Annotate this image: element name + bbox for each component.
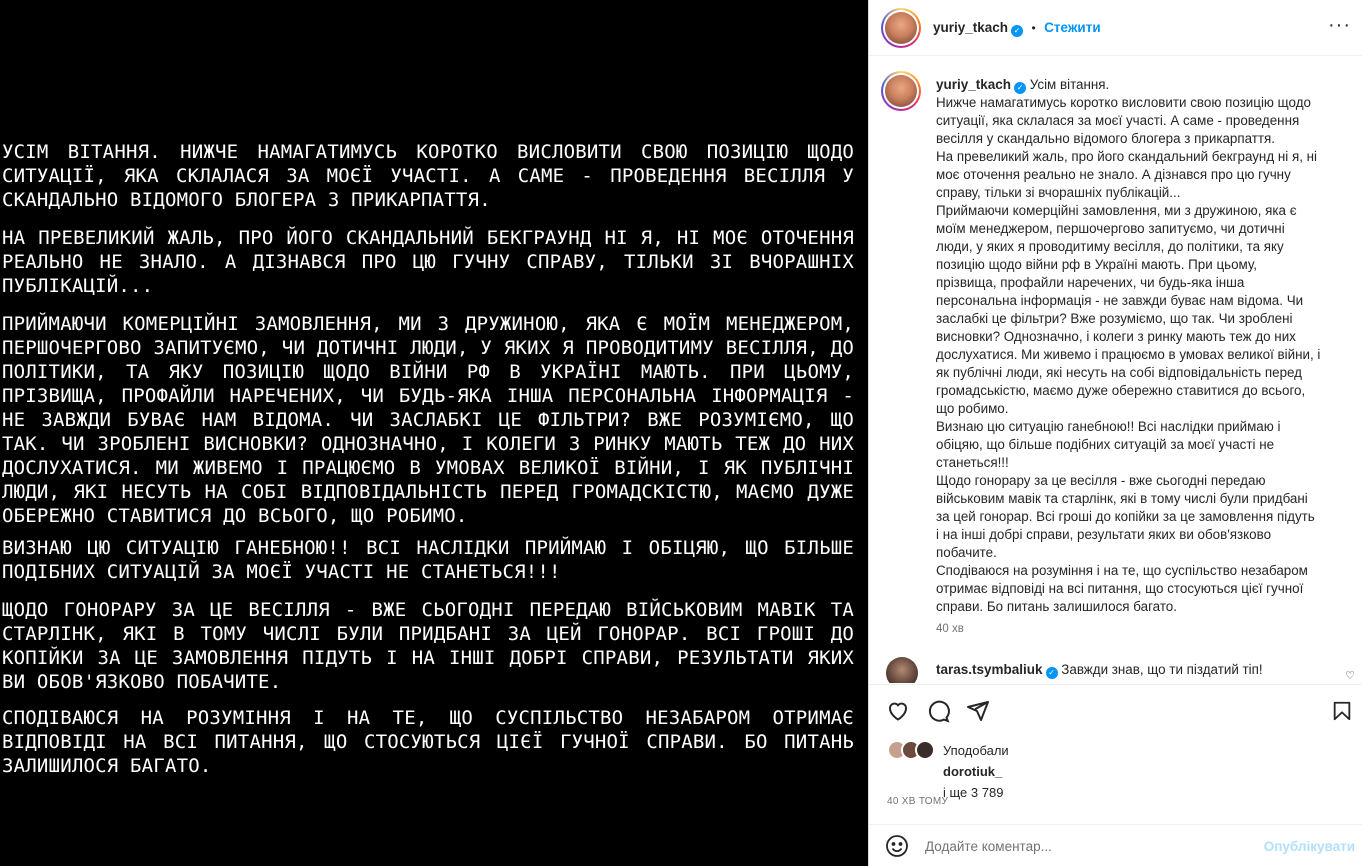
emoji-icon[interactable]	[885, 834, 909, 863]
add-comment-bar	[869, 824, 1362, 866]
likes-user[interactable]: dorotiuk_	[943, 764, 1003, 779]
caption-line: громадськістю, маємо дуже обережно ставитися до всього,	[936, 383, 1306, 398]
caption-line: Визнаю цю ситуацію ганебною!! Всі наслідки приймаю і	[936, 419, 1281, 434]
follow-button[interactable]: Стежити	[1044, 20, 1101, 35]
comment-like-heart-icon[interactable]: ♡	[1345, 670, 1355, 682]
caption-line: за цей гонорар. Всі гроші до копійки за це замовлення підуть	[936, 509, 1315, 524]
caption-line: обіцяю, що більше подібних ситуацій за моєї участі не	[936, 437, 1275, 452]
caption-line: Щодо гонорару за це весілля - вже сьогодні передаю	[936, 473, 1266, 488]
post-image-paragraph: УСІМ ВІТАННЯ. НИЖЧЕ НАМАГАТИМУСЬ КОРОТКО ВИСЛОВИТИ СВОЮ ПОЗИЦІЮ ЩОДО СИТУАЦІЇ, ЯКА СКЛАЛАСЯ ЗА МОЄЇ УЧАСТІ. А САМЕ - ПРОВЕДЕННЯ ВЕСІЛЛЯ У СКАНДАЛЬНО ВІДОМОГО БЛОГЕРА З ПРИКАРПАТТЯ.	[2, 141, 854, 211]
caption-line: станеться!!!	[936, 455, 1009, 470]
comment-icon[interactable]	[925, 699, 951, 728]
comment-input[interactable]	[925, 835, 1245, 857]
caption-line: позицію щодо війни рф в Україні мають. При цьому,	[936, 257, 1257, 272]
caption-line: отримає відповіді на всі питання, що стосуються цієї гучної	[936, 581, 1304, 596]
caption-line: Нижче намагатимусь коротко висловити свою позицію щодо	[936, 95, 1311, 110]
caption-line: справи. Бо питань залишилося багато.	[936, 599, 1177, 614]
likes-more[interactable]: і ще 3 789	[943, 785, 1004, 800]
caption-line: прізвища, профайли наречених, чи будь-яка інша	[936, 275, 1245, 290]
caption	[936, 76, 1341, 616]
caption-line: Сподіваюся на розуміння і на те, що суспільство незабаром	[936, 563, 1308, 578]
caption-line: На превеликий жаль, про його скандальний бекграунд ні я, ні	[936, 149, 1318, 164]
avatar	[915, 740, 935, 760]
likes-text	[943, 740, 1009, 803]
avatar[interactable]	[886, 657, 918, 683]
caption-avatar-ring[interactable]	[881, 71, 921, 111]
caption-username[interactable]: yuriy_tkach	[936, 77, 1012, 92]
caption-line: військовим мавік та старлінк, які в тому числі були придбані	[936, 491, 1308, 506]
caption-line: ситуації, яка склалася за моєї участі. А саме - проведення	[936, 113, 1300, 128]
verified-badge-icon: ✓	[1014, 82, 1026, 94]
share-icon[interactable]	[965, 699, 991, 728]
comment-body	[936, 662, 1263, 679]
verified-badge-icon: ✓	[1011, 25, 1023, 37]
author-username[interactable]: yuriy_tkach	[933, 20, 1009, 35]
caption-body	[936, 94, 1341, 616]
action-bar	[869, 684, 1362, 738]
caption-line: люди, у яких я проводитиму весілля, до політики, та яку	[936, 239, 1284, 254]
likes-label: Уподобали	[943, 743, 1009, 758]
separator-dot: •	[1031, 21, 1036, 35]
post-image-paragraph: ВИЗНАЮ ЦЮ СИТУАЦІЮ ГАНЕБНОЮ!! ВСІ НАСЛІДКИ ПРИЙМАЮ І ОБІЦЯЮ, ЩО БІЛЬШЕ ПОДІБНИХ СИТУАЦІЙ ЗА МОЄЇ УЧАСТІ НЕ СТАНЕТЬСЯ!!!	[2, 537, 854, 583]
comment-username[interactable]: taras.tsymbaliuk	[936, 662, 1043, 677]
caption-line: моє оточення реально не знало. А дізнався про цю гучну	[936, 167, 1291, 182]
publish-button[interactable]: Опублікувати	[1263, 839, 1355, 854]
caption-line: персональна інформація - не завжди буває нам відома. Чи	[936, 293, 1304, 308]
caption-greeting: Усім вітання.	[1029, 77, 1110, 92]
heart-icon[interactable]	[885, 699, 911, 728]
caption-line: дослухатися. Ми живемо і працюємо в умовах великої війни, і	[936, 347, 1321, 362]
caption-line: висновки? Однозначно, і колеги з ринку мають теж до них	[936, 329, 1296, 344]
caption-time[interactable]: 40 хв	[936, 623, 964, 635]
comments-area	[869, 57, 1362, 683]
author-avatar-ring[interactable]	[881, 8, 921, 48]
caption-line: як публічні люди, які несуть на собі відповідальність перед	[936, 365, 1302, 380]
caption-line: заслабкі це фільтри? Вже розуміємо, що так. Чи зроблені	[936, 311, 1293, 326]
caption-line: і на інші добрі справи, результати яких ви обов'язково	[936, 527, 1272, 542]
caption-line: весілля у скандально відомого блогера з прикарпаття.	[936, 131, 1276, 146]
caption-first-line	[936, 76, 1341, 94]
caption-line: моїм менеджером, першочергово запитуємо, чи дотичні	[936, 221, 1285, 236]
avatar	[885, 75, 917, 107]
avatar	[885, 12, 917, 44]
post-image-paragraph: СПОДІВАЮСЯ НА РОЗУМІННЯ І НА ТЕ, ЩО СУСПІЛЬСТВО НЕЗАБАРОМ ОТРИМАЄ ВІДПОВІДІ НА ВСІ ПИТАННЯ, ЩО СТОСУЮТЬСЯ ЦІЄЇ ГУЧНОЇ СПРАВИ. БО ПИТАНЬ ЗАЛИШИЛОСЯ БАГАТО.	[2, 707, 854, 777]
more-horizontal-icon[interactable]: ···	[1328, 14, 1351, 36]
post-side-panel	[868, 0, 1362, 866]
verified-badge-icon: ✓	[1046, 667, 1058, 679]
post-header	[869, 0, 1362, 56]
post-image-paragraph: ЩОДО ГОНОРАРУ ЗА ЦЕ ВЕСІЛЛЯ - ВЖЕ СЬОГОДНІ ПЕРЕДАЮ ВІЙСЬКОВИМ МАВІК ТА СТАРЛІНК, ЯКІ В ТОМУ ЧИСЛІ БУЛИ ПРИДБАНІ ЗА ЦЕЙ ГОНОРАР. ВСІ ГРОШІ ДО КОПІЙКИ ЗА ЦЕ ЗАМОВЛЕННЯ ПІДУТЬ І НА ІНШІ ДОБРІ СПРАВИ, РЕЗУЛЬТАТИ ЯКИХ ВИ ОБОВ'ЯЗКОВО ПОБАЧИТЕ.	[2, 599, 854, 693]
header-user	[933, 19, 1101, 37]
post-date[interactable]: 40 ХВ ТОМУ	[887, 796, 949, 807]
caption-line: Приймаючи комерційні замовлення, ми з дружиною, яка є	[936, 203, 1297, 218]
post-image-paragraph: НА ПРЕВЕЛИКИЙ ЖАЛЬ, ПРО ЙОГО СКАНДАЛЬНИЙ БЕКГРАУНД НІ Я, НІ МОЄ ОТОЧЕННЯ РЕАЛЬНО НЕ ЗНАЛО. А ДІЗНАВСЯ ПРО ЦЮ ГУЧНУ СПРАВУ, ТІЛЬКИ ЗІ ВЧОРАШНІХ ПУБЛІКАЦІЙ...	[2, 227, 854, 297]
caption-line: що робимо.	[936, 401, 1009, 416]
caption-line: справу, тільки зі вчорашніх публікацій...	[936, 185, 1181, 200]
bookmark-icon[interactable]	[1331, 699, 1353, 728]
comment-text: Завжди знав, що ти піздатий тіп!	[1061, 662, 1263, 677]
caption-line: побачите.	[936, 545, 997, 560]
post-image-paragraph: ПРИЙМАЮЧИ КОМЕРЦІЙНІ ЗАМОВЛЕННЯ, МИ З ДРУЖИНОЮ, ЯКА Є МОЇМ МЕНЕДЖЕРОМ, ПЕРШОЧЕРГОВО ЗАПИТУЄМО, ЧИ ДОТИЧНІ ЛЮДИ, У ЯКИХ Я ПРОВОДИТИМУ ВЕСІЛЛЯ, ДО ПОЛІТИКИ, ТА ЯКУ ПОЗИЦІЮ ЩОДО ВІЙНИ РФ В УКРАЇНІ МАЮТЬ. ПРИ ЦЬОМУ, ПРІЗВИЩА, ПРОФАЙЛИ НАРЕЧЕНИХ, ЧИ БУДЬ-ЯКА ІНША ПЕРСОНАЛЬНА ІНФОРМАЦІЯ - НЕ ЗАВЖДИ БУВАЄ НАМ ВІДОМА. ЧИ ЗАСЛАБКІ ЦЕ ФІЛЬТРИ? ВЖЕ РОЗУМІЄМО, ЩО ТАК. ЧИ ЗРОБЛЕНІ ВИСНОВКИ? ОДНОЗНАЧНО, І КОЛЕГИ З РИНКУ МАЮТЬ ТЕЖ ДО НИХ ДОСЛУХАТИСЯ. МИ ЖИВЕМО І ПРАЦЮЄМО В УМОВАХ ВЕЛИКОЇ ВІЙНИ, І ЯК ПУБЛІЧНІ ЛЮДИ, ЯКІ НЕСУТЬ НА СОБІ ВІДПОВІДАЛЬНІСТЬ ПЕРЕД ГРОМАДСКІСТЮ, МАЄМО ДУЖЕ ОБЕРЕЖНО СТАВИТИСЯ ДО ВСЬОГО, ЩО РОБИМО.	[2, 313, 854, 527]
